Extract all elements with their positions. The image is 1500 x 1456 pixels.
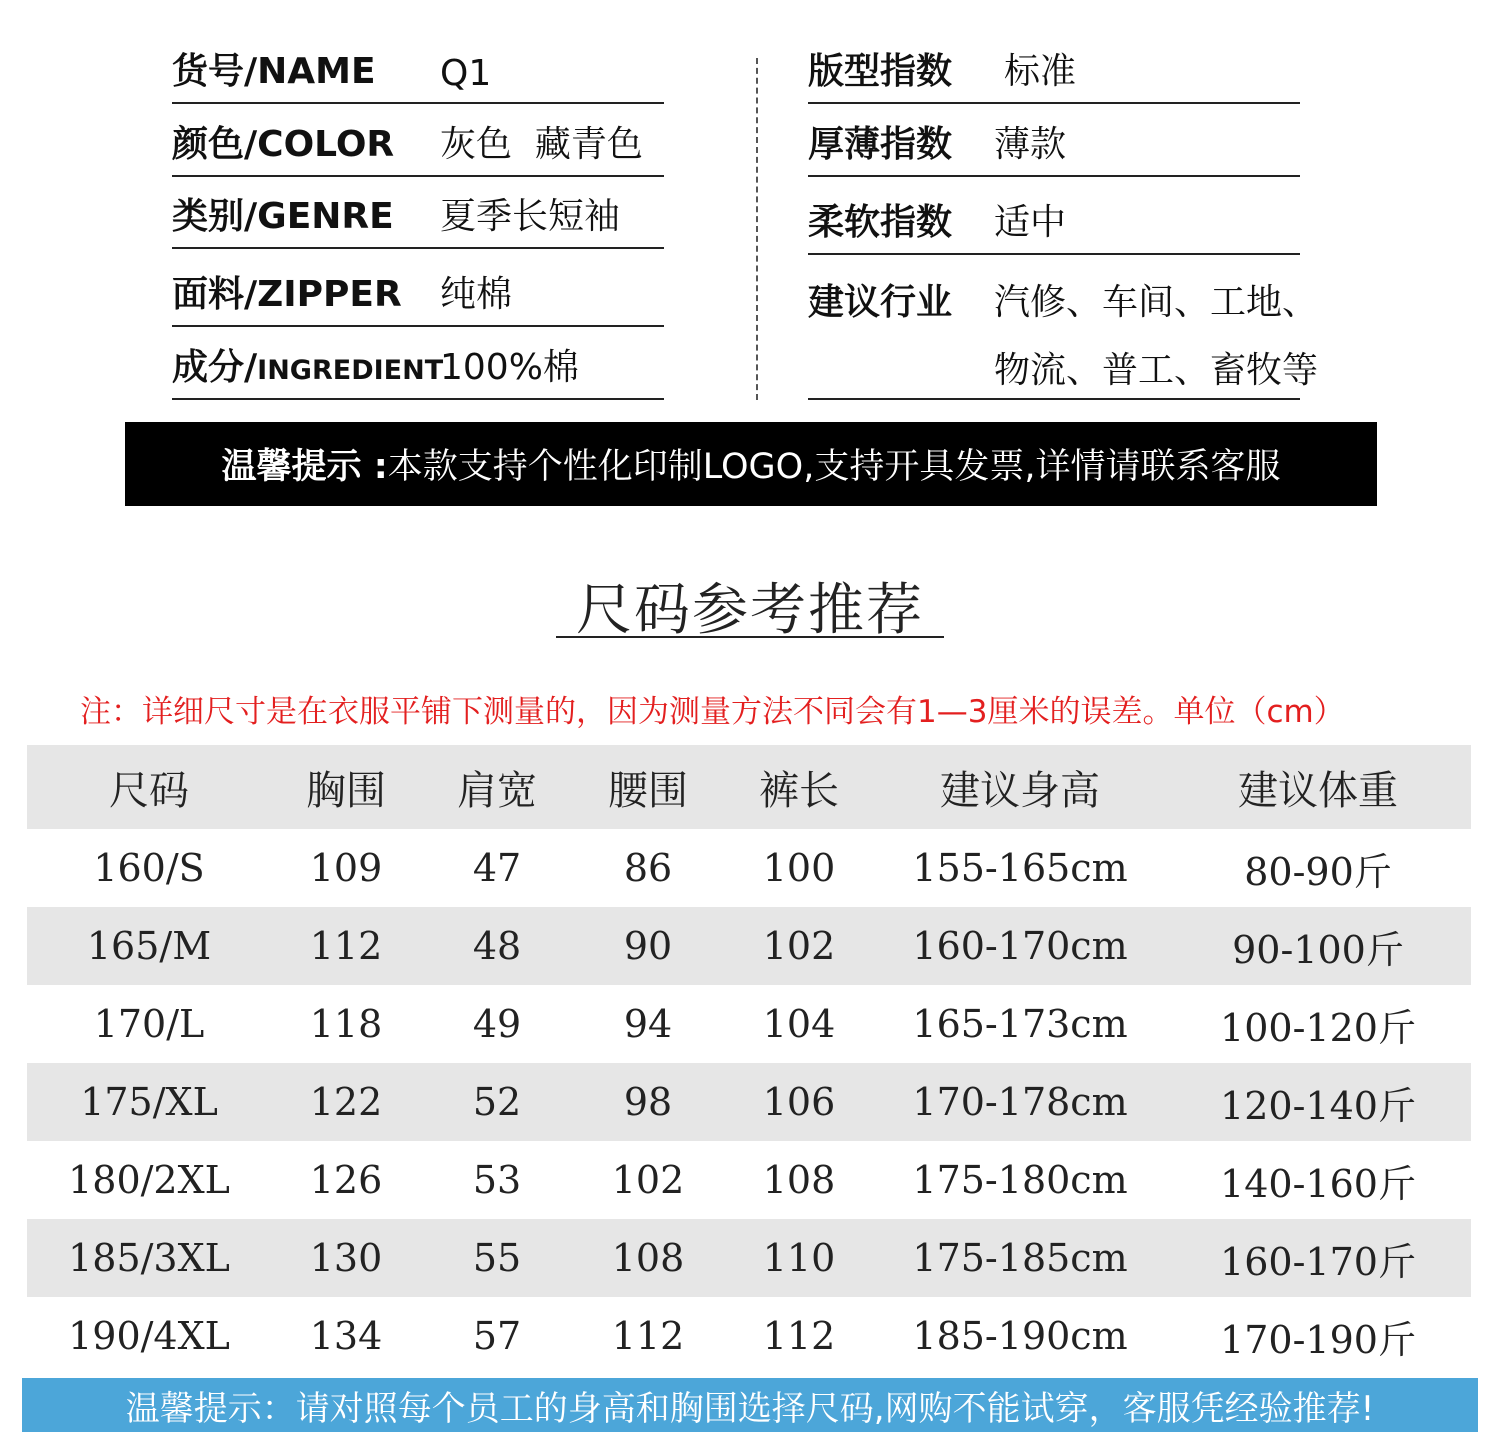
cell-chest: 134	[309, 1314, 383, 1358]
cell-weight: 100-120斤	[1220, 1005, 1416, 1050]
cell-pants-length: 100	[762, 846, 836, 890]
cell-size: 170/L	[93, 1002, 205, 1046]
spec-label: 货号/NAME	[172, 51, 376, 92]
tip-text: 本款支持个性化印制LOGO,支持开具发票,详情请联系客服	[387, 447, 1281, 487]
spec-underline	[172, 247, 664, 249]
tip-prefix: 温馨提示 :	[221, 447, 388, 487]
spec-value: 薄款	[994, 124, 1067, 165]
cell-weight: 80-90斤	[1244, 849, 1392, 894]
cell-chest: 109	[309, 846, 383, 890]
table-header-row	[27, 745, 1471, 829]
spec-value: 灰色 藏青色	[440, 124, 643, 165]
cell-waist: 112	[611, 1314, 685, 1358]
cell-pants-length: 102	[723, 907, 875, 985]
spec-label: 厚薄指数	[808, 124, 953, 165]
spec-row-name	[172, 32, 664, 104]
spec-label: 颜色/COLOR	[172, 124, 395, 165]
cell-chest: 130	[271, 1219, 421, 1297]
cell-weight: 120-140斤	[1165, 1063, 1471, 1141]
cell-waist: 108	[573, 1219, 723, 1297]
spec-value: 夏季长短袖	[440, 196, 621, 237]
cell-size: 175/XL	[27, 1063, 271, 1141]
spec-label: 面料/ZIPPER	[172, 274, 402, 315]
spec-row-fit	[808, 32, 1300, 104]
spec-row-industry	[808, 254, 1319, 400]
cell-weight: 160-170斤	[1165, 1219, 1471, 1297]
cell-shoulder: 49	[472, 1002, 522, 1046]
spec-underline	[808, 102, 1300, 104]
cell-waist: 90	[573, 907, 723, 985]
cell-height: 160-170cm	[875, 907, 1165, 985]
title-underline	[556, 636, 944, 638]
cell-waist: 102	[611, 1158, 685, 1202]
cell-shoulder: 52	[421, 1063, 573, 1141]
cell-pants-length: 106	[723, 1063, 875, 1141]
header-shoulder: 肩宽	[421, 745, 573, 829]
cell-size: 185/3XL	[27, 1219, 271, 1297]
cell-waist: 94	[623, 1002, 673, 1046]
cell-shoulder: 48	[421, 907, 573, 985]
cell-pants-length: 104	[762, 1002, 836, 1046]
header-waist: 腰围	[573, 745, 723, 829]
spec-row-softness	[808, 183, 1300, 255]
spec-row-ingredient	[172, 328, 664, 400]
table-row	[27, 1297, 1471, 1375]
table-row	[27, 1219, 1471, 1297]
spec-underline	[808, 398, 1300, 400]
cell-size: 165/M	[27, 907, 271, 985]
spec-label: 柔软指数	[808, 202, 953, 243]
spec-row-color	[172, 105, 664, 177]
cell-waist: 98	[573, 1063, 723, 1141]
spec-row-genre	[172, 177, 664, 249]
spec-underline	[172, 325, 664, 327]
cell-waist: 86	[623, 846, 673, 890]
header-size: 尺码	[27, 745, 271, 829]
spec-label	[172, 339, 443, 390]
cell-height: 175-180cm	[912, 1158, 1128, 1202]
cell-height: 175-185cm	[875, 1219, 1165, 1297]
cell-shoulder: 55	[421, 1219, 573, 1297]
spec-value-line1: 汽修、车间、工地、	[994, 282, 1319, 323]
cell-size: 160/S	[93, 846, 205, 890]
cell-weight: 140-160斤	[1220, 1161, 1416, 1206]
header-weight: 建议体重	[1165, 745, 1471, 829]
size-table	[27, 745, 1471, 1375]
cell-weight: 90-100斤	[1165, 907, 1471, 985]
cell-chest: 112	[271, 907, 421, 985]
spec-value: 100%棉	[440, 347, 579, 388]
spec-underline	[172, 102, 664, 104]
spec-label-main: 成分/	[172, 347, 258, 388]
spec-label: 建议行业	[808, 282, 953, 323]
cell-shoulder: 53	[472, 1158, 522, 1202]
header-pants-length: 裤长	[723, 745, 875, 829]
cell-height: 185-190cm	[912, 1314, 1128, 1358]
spec-value: 标准	[1004, 51, 1077, 92]
header-height: 建议身高	[875, 745, 1165, 829]
header-chest: 胸围	[271, 745, 421, 829]
cell-height: 155-165cm	[912, 846, 1128, 890]
cell-chest: 122	[271, 1063, 421, 1141]
cell-pants-length: 110	[723, 1219, 875, 1297]
spec-value-line2: 物流、普工、畜牧等	[994, 350, 1319, 391]
spec-label-small: INGREDIENT	[257, 355, 444, 386]
cell-size: 190/4XL	[68, 1314, 230, 1358]
spec-row-thickness	[808, 105, 1300, 177]
table-row	[27, 829, 1471, 907]
cell-weight: 170-190斤	[1220, 1317, 1416, 1362]
table-row	[27, 985, 1471, 1063]
cell-pants-length: 112	[762, 1314, 836, 1358]
spec-label: 类别/GENRE	[172, 196, 394, 237]
size-advice-banner: 温馨提示：请对照每个员工的身高和胸围选择尺码,网购不能试穿，客服凭经验推荐!	[22, 1378, 1478, 1432]
cell-shoulder: 57	[472, 1314, 522, 1358]
table-row	[27, 907, 1471, 985]
cell-height: 170-178cm	[875, 1063, 1165, 1141]
cell-shoulder: 47	[472, 846, 522, 890]
size-section-title: 尺码参考推荐	[576, 578, 924, 643]
spec-underline	[172, 398, 664, 400]
spec-row-fabric	[172, 255, 664, 327]
spec-label: 版型指数	[808, 51, 953, 92]
spec-value: 适中	[994, 202, 1067, 243]
table-row	[27, 1141, 1471, 1219]
spec-underline	[808, 175, 1300, 177]
logo-invoice-tip-banner	[125, 422, 1377, 506]
spec-value: 纯棉	[440, 274, 513, 315]
spec-value: Q1	[440, 53, 492, 94]
cell-height: 165-173cm	[912, 1002, 1128, 1046]
table-row	[27, 1063, 1471, 1141]
cell-pants-length: 108	[762, 1158, 836, 1202]
cell-chest: 126	[309, 1158, 383, 1202]
cell-size: 180/2XL	[68, 1158, 230, 1202]
cell-chest: 118	[309, 1002, 383, 1046]
spec-divider	[756, 58, 758, 400]
measurement-note: 注：详细尺寸是在衣服平铺下测量的，因为测量方法不同会有1—3厘米的误差。单位（cm）	[80, 694, 1345, 730]
